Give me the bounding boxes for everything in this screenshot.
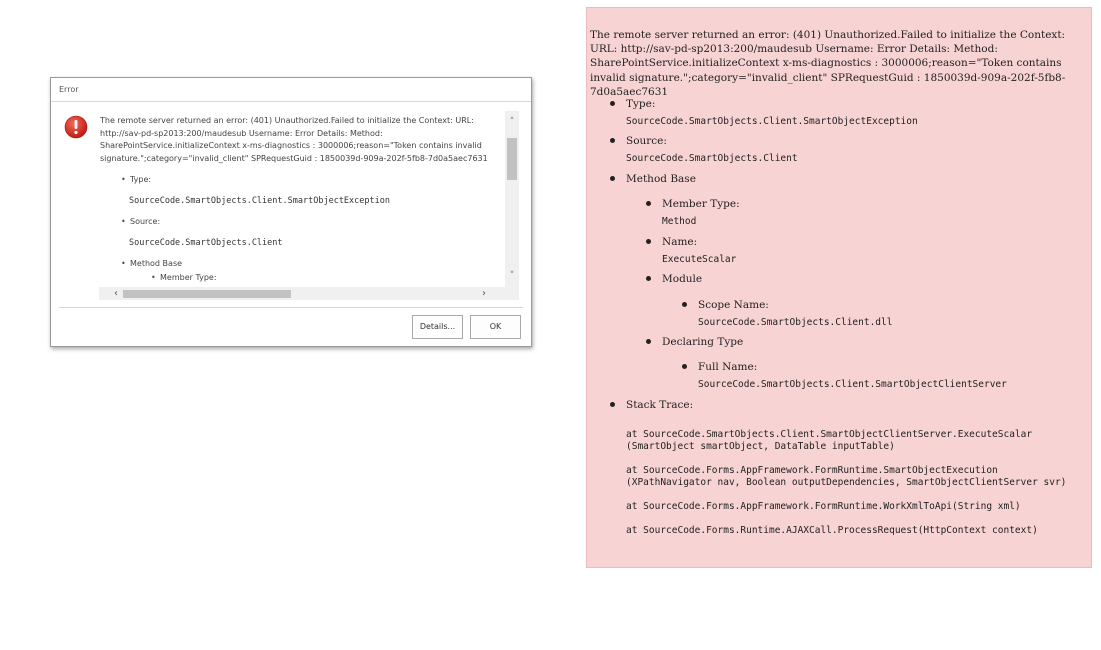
- scroll-left-icon[interactable]: ‹: [114, 288, 118, 299]
- error-icon: [64, 115, 88, 139]
- list-item: [662, 336, 743, 348]
- full-name-label: Full Name:: [698, 361, 758, 373]
- bullet-icon: [610, 101, 615, 106]
- module-label: Module: [662, 273, 703, 285]
- vertical-scroll-thumb[interactable]: [507, 138, 517, 180]
- method-base-label: Method Base: [626, 173, 696, 185]
- declaring-type-label: Declaring Type: [662, 336, 744, 348]
- member-type-value: Method: [662, 216, 697, 227]
- details-button[interactable]: Details...: [412, 315, 463, 339]
- scope-name-label: Scope Name:: [698, 299, 769, 311]
- list-item: [662, 273, 702, 285]
- stack-trace-label: Stack Trace:: [626, 399, 694, 411]
- list-item: [626, 135, 667, 147]
- list-item: [626, 399, 693, 411]
- bullet-icon: [682, 364, 687, 369]
- stack-trace-line: at SourceCode.Forms.AppFramework.FormRuntime.WorkXmlToApi(String xml): [626, 501, 1021, 512]
- details-scroll-area[interactable]: [99, 111, 519, 300]
- full-name-value: SourceCode.SmartObjects.Client.SmartObjectClientServer: [698, 379, 1007, 390]
- type-value: SourceCode.SmartObjects.Client.SmartObjectException: [626, 116, 918, 127]
- error-details-panel: [586, 7, 1092, 568]
- horizontal-scroll-thumb[interactable]: [123, 290, 291, 298]
- source-label: Source:: [626, 135, 667, 147]
- method-base-label: Method Base: [130, 259, 183, 268]
- ok-button[interactable]: OK: [470, 315, 521, 339]
- list-item: [99, 174, 505, 207]
- list-item: [626, 98, 655, 110]
- stack-trace-line: at SourceCode.Forms.Runtime.AJAXCall.ProcessRequest(HttpContext context): [626, 525, 1038, 536]
- member-type-label: • Member Type:: [130, 272, 505, 285]
- scroll-up-icon[interactable]: ˄: [509, 117, 515, 127]
- type-label: Type:: [130, 175, 152, 184]
- member-type-label: Member Type:: [662, 198, 740, 210]
- list-item: [99, 258, 505, 284]
- source-label: Source:: [130, 217, 161, 226]
- source-value: SourceCode.SmartObjects.Client: [129, 237, 283, 248]
- bullet-icon: [610, 176, 615, 181]
- panel-error-message: The remote server returned an error: (401) Unauthorized.Failed to initialize the Context: URL: http://sav-pd-sp2013:200/maudesub Username: Error Details: Method: SharePointService.initializeContext x-ms-diagnostics : 3000006;reason="Token contains invalid signature.";category="invalid_client" SPRequestGuid : 1850039d-909a-202f-5fb8-7d0a5aec7631: [590, 29, 1066, 98]
- bullet-icon: [610, 402, 615, 407]
- type-label: Type:: [626, 98, 656, 110]
- divider: [59, 307, 523, 308]
- stack-trace-line: at SourceCode.Forms.AppFramework.FormRuntime.SmartObjectExecution (XPathNavigator nav, Boolean outputDependencies, SmartObjectClientServer svr): [626, 465, 1067, 488]
- list-item: [662, 198, 740, 210]
- bullet-icon: [610, 138, 615, 143]
- stack-trace-line: at SourceCode.SmartObjects.Client.SmartObjectClientServer.ExecuteScalar (SmartObject smartObject, DataTable inputTable): [626, 429, 1033, 452]
- bullet-icon: [646, 201, 651, 206]
- source-value: SourceCode.SmartObjects.Client: [626, 153, 798, 164]
- list-item: [698, 361, 757, 373]
- vertical-scrollbar[interactable]: [505, 111, 519, 287]
- name-label: Name:: [662, 236, 698, 248]
- list-item: [662, 236, 697, 248]
- type-value: SourceCode.SmartObjects.Client.SmartObjectException: [129, 195, 390, 206]
- error-message: The remote server returned an error: (401) Unauthorized.Failed to initialize the Context: URL: http://sav-pd-sp2013:200/maudesub Username: Error Details: Method: SharePointService.initializeContext x-ms-diagnostics : 3000006;reason="Token contains invalid signature.";category="invalid_client" SPRequestGuid : 1850039d-909a-202f-5fb8-7d0a5aec7631: [100, 116, 488, 163]
- dialog-title: Error: [51, 78, 531, 102]
- list-item: [99, 216, 505, 249]
- scope-name-value: SourceCode.SmartObjects.Client.dll: [698, 317, 893, 328]
- bullet-icon: [646, 276, 651, 281]
- scroll-right-icon[interactable]: ›: [482, 288, 486, 299]
- horizontal-scrollbar[interactable]: [99, 287, 519, 300]
- details-list: [99, 174, 505, 284]
- scroll-down-icon[interactable]: ˅: [509, 271, 515, 281]
- bullet-icon: [682, 302, 687, 307]
- name-value: ExecuteScalar: [662, 254, 737, 265]
- list-item: [626, 173, 696, 185]
- list-item: [698, 299, 769, 311]
- error-dialog: [50, 77, 532, 347]
- bullet-icon: [646, 239, 651, 244]
- bullet-icon: [646, 339, 651, 344]
